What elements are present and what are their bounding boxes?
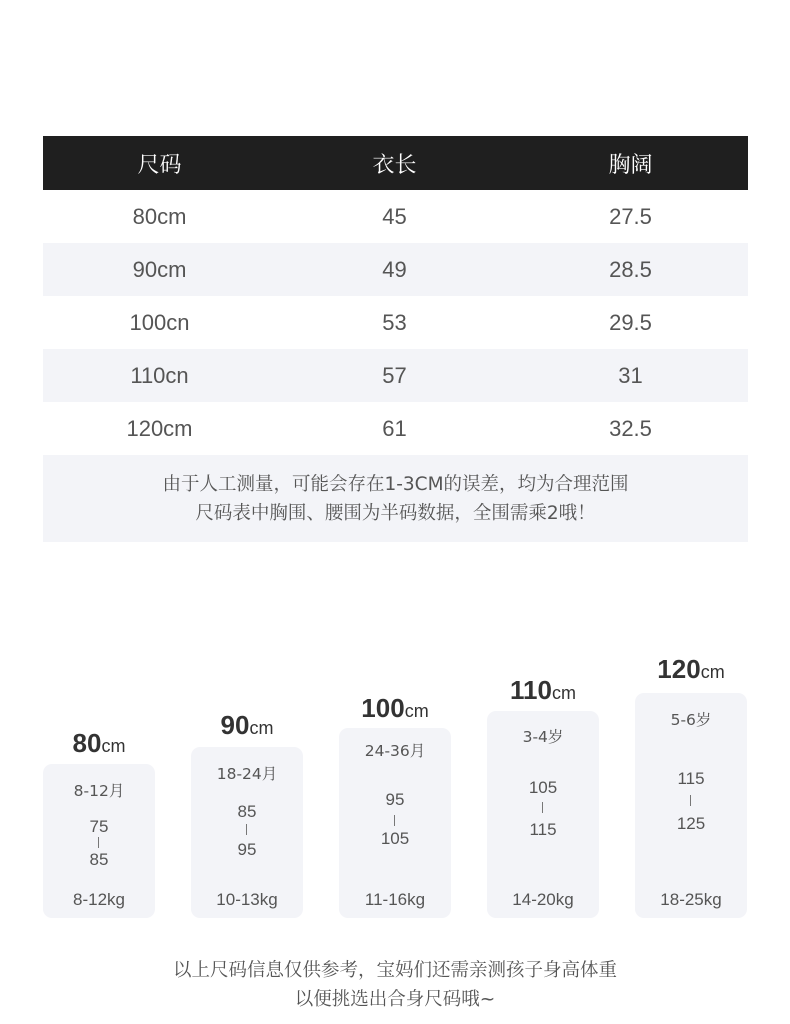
table-row — [43, 349, 748, 402]
card-weight: 10-13kg — [216, 890, 278, 909]
range-divider — [690, 795, 691, 806]
card-size-number: 100 — [361, 693, 405, 723]
cell-chest: 31 — [618, 362, 643, 388]
cell-chest: 32.5 — [609, 415, 652, 441]
header-size: 尺码 — [137, 152, 182, 178]
card-weight: 8-12kg — [73, 890, 125, 909]
card-size-title — [43, 728, 155, 759]
card-size-title — [191, 710, 303, 741]
cell-size: 90cm — [132, 256, 187, 282]
card-size-unit: cm — [404, 701, 429, 721]
cell-chest: 28.5 — [609, 256, 652, 282]
measurement-note — [43, 455, 748, 542]
card-size-number: 110 — [510, 675, 552, 705]
size-table — [43, 136, 748, 542]
footer-line-2: 以便挑选出合身尺码哦~ — [294, 989, 496, 1010]
card-height-max: 95 — [237, 840, 257, 859]
card-size-title — [635, 654, 747, 685]
header-length: 衣长 — [372, 152, 417, 178]
card-height-min: 75 — [89, 817, 109, 836]
card-height-min: 85 — [237, 802, 257, 821]
size-card — [487, 711, 599, 918]
table-row — [43, 190, 748, 243]
card-height-max: 115 — [529, 820, 557, 839]
card-size-title — [487, 675, 599, 706]
footer-note — [0, 956, 790, 1014]
table-row — [43, 402, 748, 455]
card-size-unit: cm — [700, 662, 725, 682]
cell-size: 100cn — [129, 309, 190, 335]
card-weight: 18-25kg — [660, 890, 722, 909]
note-line-2: 尺码表中胸围、腰围为半码数据，全围需乘2哦！ — [195, 502, 596, 524]
card-size-unit: cm — [551, 683, 576, 703]
cell-length: 45 — [382, 203, 407, 229]
card-age: 8-12月 — [73, 782, 125, 800]
size-card — [191, 747, 303, 918]
cell-length: 57 — [382, 362, 407, 388]
cell-length: 53 — [382, 309, 407, 335]
header-chest: 胸阔 — [608, 152, 653, 178]
card-age: 5-6岁 — [670, 711, 712, 729]
card-age: 3-4岁 — [522, 728, 564, 746]
card-age: 18-24月 — [216, 765, 278, 783]
range-divider — [246, 824, 247, 835]
table-row — [43, 296, 748, 349]
card-size-unit: cm — [101, 736, 126, 756]
card-height-max: 105 — [380, 829, 410, 848]
table-header — [43, 136, 748, 190]
note-line-1: 由于人工测量，可能会存在1-3CM的误差，均为合理范围 — [162, 473, 629, 495]
card-height-min: 95 — [385, 790, 405, 809]
size-card — [339, 728, 451, 918]
card-height-max: 125 — [676, 814, 706, 833]
range-divider — [542, 802, 543, 813]
cell-length: 49 — [382, 256, 407, 282]
table-row — [43, 243, 748, 296]
card-size-number: 90 — [220, 710, 250, 740]
size-card — [635, 693, 747, 918]
cell-size: 110cn — [130, 362, 189, 388]
range-divider — [98, 837, 99, 848]
cell-size: 80cm — [132, 203, 187, 229]
card-size-number: 80 — [72, 728, 102, 758]
card-size-number: 120 — [657, 654, 701, 684]
card-height-min: 105 — [528, 778, 558, 797]
card-weight: 14-20kg — [512, 890, 574, 909]
card-height-min: 115 — [677, 769, 705, 788]
footer-line-1: 以上尺码信息仅供参考，宝妈们还需亲测孩子身高体重 — [172, 960, 617, 981]
card-size-title — [339, 693, 451, 724]
card-height-max: 85 — [89, 850, 109, 869]
size-card — [43, 764, 155, 918]
cell-chest: 27.5 — [609, 203, 652, 229]
cell-length: 61 — [382, 415, 407, 441]
cell-size: 120cm — [126, 415, 193, 441]
cell-chest: 29.5 — [609, 309, 652, 335]
card-weight: 11-16kg — [364, 890, 426, 909]
range-divider — [394, 815, 395, 826]
card-size-unit: cm — [249, 718, 274, 738]
card-age: 24-36月 — [364, 742, 426, 760]
